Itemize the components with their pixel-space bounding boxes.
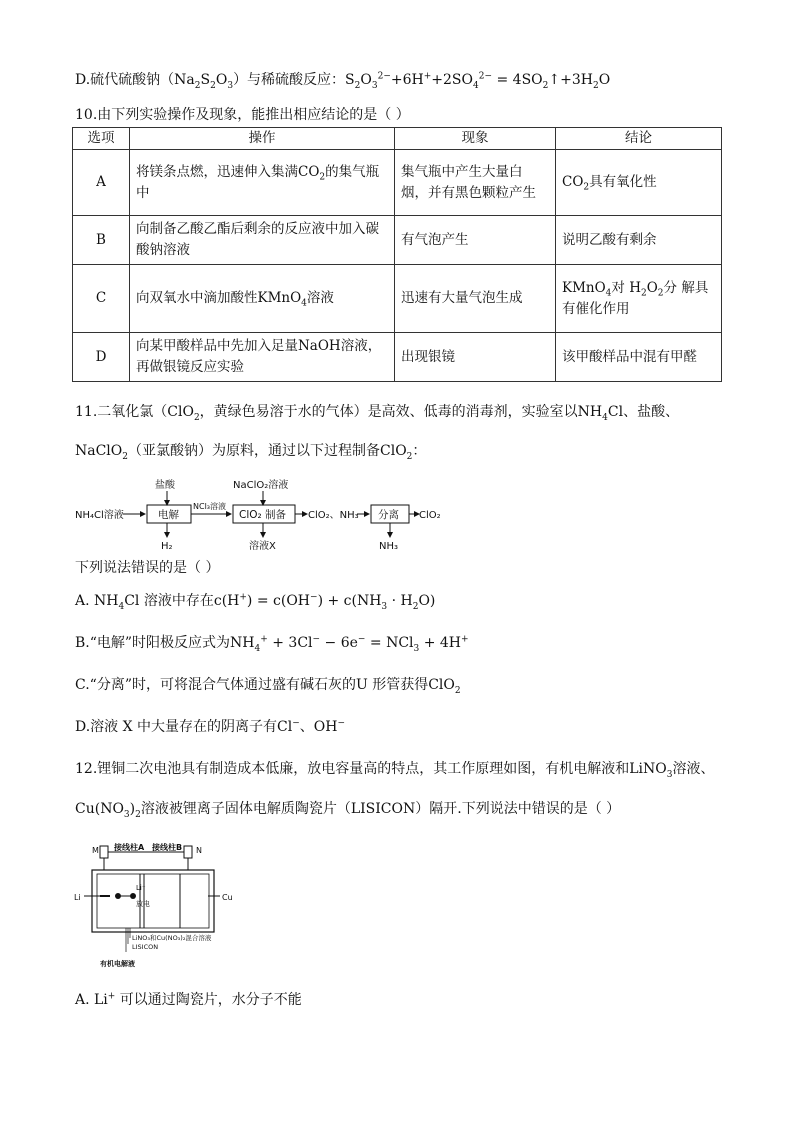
row-option: C bbox=[73, 265, 130, 333]
label-term-a: 接线柱A bbox=[114, 843, 145, 852]
flow-gases-label: ClO₂、NH₃ bbox=[308, 510, 359, 521]
q12-stem-1: 12.锂铜二次电池具有制造成本低廉，放电容量高的特点，其工作原理如图，有机电解液和LiNO$_3$溶液、 bbox=[75, 761, 715, 780]
row-conclusion: $CO_2$具有氧化性 bbox=[556, 150, 722, 216]
q11-stem-2: NaClO$_2$（亚氯酸钠）为原料，通过以下过程制备ClO$_2$： bbox=[75, 443, 427, 462]
label-organic: 有机电解液 bbox=[100, 960, 135, 968]
q11-option-c: C.“分离”时，可将混合气体通过盛有碱石灰的U 形管获得ClO$_2$ bbox=[75, 677, 461, 696]
q10-table bbox=[72, 127, 722, 382]
row-phenomenon: 有气泡产生 bbox=[395, 216, 556, 265]
row-conclusion: 说明乙酸有剩余 bbox=[556, 216, 722, 265]
row-conclusion: 该甲酸样品中混有甲醛 bbox=[556, 333, 722, 382]
row-phenomenon: 集气瓶中产生大量白烟，并有黑色颗粒产生 bbox=[395, 150, 556, 216]
flow-box1-label: 电解 bbox=[158, 509, 179, 521]
label-discharge: 放电 bbox=[136, 900, 150, 908]
q11-stem-1: 11.二氧化氯（ClO$_2$，黄绿色易溶于水的气体）是高效、低毒的消毒剂，实验室以$NH_4Cl$、盐酸、 bbox=[75, 404, 680, 423]
cell-container bbox=[92, 870, 214, 932]
label-lisicon: LISICON bbox=[132, 943, 159, 951]
flow-solx-label: 溶液X bbox=[249, 541, 276, 552]
table-row bbox=[73, 216, 722, 265]
flow-box2-label: ClO₂ 制备 bbox=[239, 509, 287, 521]
q9-option-d: D.硫代硫酸钠$(Na_2S_2O_3)$与稀硫酸反应：$S_2O_3^{2-}+6H^++2SO_4^{2-}$ = $4SO_2↑+3H_2O$ bbox=[75, 71, 611, 91]
header-option: 选项 bbox=[73, 128, 130, 150]
flow-input-label: NH₄Cl溶液 bbox=[75, 510, 124, 521]
row-option: D bbox=[73, 333, 130, 382]
label-term-b: 接线柱B bbox=[152, 843, 183, 852]
row-operation: 向某甲酸样品中先加入足量NaOH溶液，再做银镜反应实验 bbox=[130, 333, 395, 382]
flow-nh3-label: NH₃ bbox=[379, 541, 399, 552]
q11-option-b: B.“电解”时阳极反应式为$NH_4^+ + 3Cl^- - 6e^- = NCl_3 + 4H^+$ bbox=[75, 634, 469, 654]
q11-option-d: D.溶液 X 中大量存在的阴离子有Cl−、OH− bbox=[75, 718, 346, 735]
header-operation: 操作 bbox=[130, 128, 395, 150]
flow-mid-label: NCl₃溶液 bbox=[193, 502, 226, 511]
header-conclusion: 结论 bbox=[556, 128, 722, 150]
q12-option-a: A. Li+ 可以通过陶瓷片，水分子不能 bbox=[75, 991, 302, 1008]
label-li-ion: Li⁺ bbox=[136, 884, 146, 892]
table-row bbox=[73, 333, 722, 382]
row-operation: 向制备乙酸乙酯后剩余的反应液中加入碳酸钠溶液 bbox=[130, 216, 395, 265]
row-operation: 向双氧水中滴加酸性KMnO$_4$溶液 bbox=[130, 265, 395, 333]
q11-ask: 下列说法错误的是（ ） bbox=[75, 560, 220, 576]
label-li: Li bbox=[74, 893, 81, 902]
flow-naclo2-label: NaClO₂溶液 bbox=[233, 480, 289, 491]
q12-battery-diagram bbox=[72, 840, 252, 970]
header-phenomenon: 现象 bbox=[395, 128, 556, 150]
row-phenomenon: 迅速有大量气泡生成 bbox=[395, 265, 556, 333]
row-phenomenon: 出现银镜 bbox=[395, 333, 556, 382]
row-option: A bbox=[73, 150, 130, 216]
flow-out-label: ClO₂ bbox=[419, 510, 441, 521]
label-mix-solution: LiNO₃和Cu(NO₃)₂混合溶液 bbox=[132, 934, 212, 942]
flow-acid-label: 盐酸 bbox=[155, 480, 175, 491]
table-header-row bbox=[73, 128, 722, 150]
label-n: N bbox=[196, 846, 202, 855]
q11-flow-diagram bbox=[75, 476, 445, 558]
row-option: B bbox=[73, 216, 130, 265]
label-m: M bbox=[92, 846, 99, 855]
q11-option-a: A. $NH_4Cl$ 溶液中存在$c(H^+) = c(OH^-) + c(NH_3 \cdot H_2O)$ bbox=[75, 592, 436, 612]
label-cu: Cu bbox=[222, 893, 233, 902]
flow-h2-label: H₂ bbox=[161, 541, 173, 552]
flow-box3-label: 分离 bbox=[378, 509, 399, 521]
table-row bbox=[73, 150, 722, 216]
row-conclusion: KMnO$_4$对 $H_2O_2$分 解具有催化作用 bbox=[556, 265, 722, 333]
q10-stem: 10.由下列实验操作及现象，能推出相应结论的是（ ） bbox=[75, 107, 410, 123]
row-operation: 将镁条点燃，迅速伸入集满$CO_2$的集气瓶中 bbox=[130, 150, 395, 216]
q12-stem-2: $Cu(NO_3)_2$溶液被锂离子固体电解质陶瓷片（LISICON）隔开.下列说法中错误的是（ ） bbox=[75, 801, 621, 820]
table-row bbox=[73, 265, 722, 333]
